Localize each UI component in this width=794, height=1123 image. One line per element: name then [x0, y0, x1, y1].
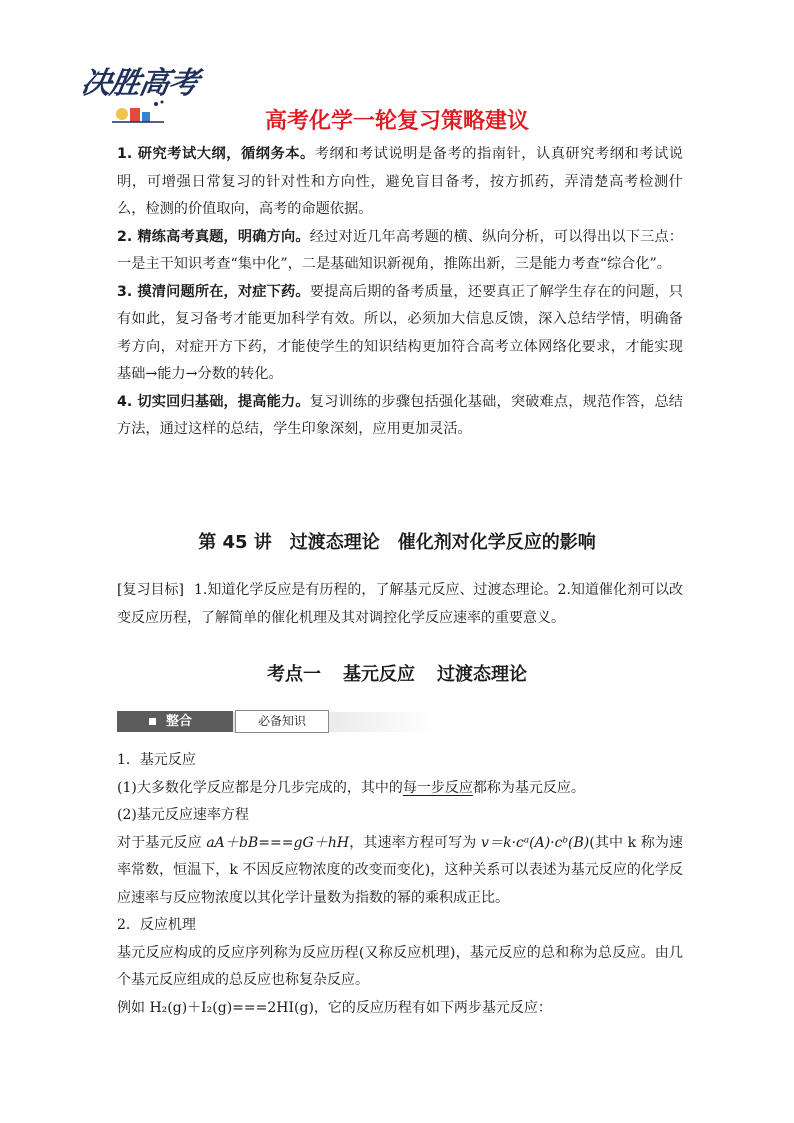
lecture-heading [0, 528, 794, 554]
tip-text: 要提高后期的备考质量，还要真正了解学生存在的问题，只有如此，复习备考才能更加科学有效。所以，必须加大信息反馈，深入总结学情，明确备考方向，对症开方下药，才能使学生的知识结构更加符合高考立体网络化要求，才能实现基础→能力→分数的转化。 [117, 283, 683, 382]
tip-text: 复习训练的步骤包括强化基础，突破难点，规范作答，总结方法，通过这样的总结，学生印象深刻，应用更加灵活。 [117, 393, 683, 437]
banner-main-label: 整合 [166, 714, 193, 729]
paragraph [117, 775, 683, 803]
paragraph [117, 830, 683, 913]
point-label: 考点一 [267, 664, 321, 685]
tip-lead: 1. 研究考试大纲，循纲务本。 [117, 146, 315, 162]
point-topic: 基元反应 [343, 664, 415, 685]
text-span: 都称为基元反应。 [472, 779, 585, 796]
tip-item [117, 141, 683, 224]
banner-main [117, 711, 233, 732]
paragraph: 例如 H₂(g)＋I₂(g)===2HI(g)，它的反应历程有如下两步基元反应： [117, 999, 552, 1016]
review-goal [117, 577, 683, 632]
section-banner [117, 709, 433, 735]
page-title: 高考化学一轮复习策略建议 [264, 109, 529, 134]
section-heading: 1．基元反应 [117, 752, 196, 768]
paragraph: 基元反应构成的反应序列称为反应历程(又称反应机理)，基元反应的总和称为总反应。由几个基元反应组成的总反应也称复杂反应。 [117, 944, 683, 988]
lecture-topic: 过渡态理论 [289, 532, 380, 553]
text-span: (1)大多数化学反应都是分几步完成的，其中的 [117, 779, 403, 796]
paragraph: (2)基元反应速率方程 [117, 807, 249, 823]
point-heading [0, 660, 794, 686]
tip-lead: 3. 摸清问题所在，对症下药。 [117, 283, 310, 300]
tip-lead: 4. 切实回归基础，提高能力。 [117, 393, 310, 410]
goal-tag: [复习目标] [117, 582, 184, 598]
text-span: 对于基元反应 [117, 834, 207, 851]
lecture-subtopic: 催化剂对化学反应的影响 [397, 532, 596, 553]
banner-tab: 必备知识 [235, 710, 329, 733]
logo-text: 决胜高考 [78, 66, 201, 101]
content-body [117, 747, 683, 1022]
lecture-number: 第 45 讲 [198, 532, 272, 553]
underlined-text: 每一步反应 [402, 779, 473, 796]
tip-text: 考纲和考试说明是备考的指南针，认真研究考纲和考试说明，可增强日常复习的针对性和方向性，避免盲目备考，按方抓药，弄清楚高考检测什么，检测的价值取向，高考的命题依据。 [117, 146, 683, 217]
text-span: (其中 k 称为速率常数，恒温下，k 不因反应物浓度的改变而变化)，这种关系可以表述为基元反应的化学反应速率与反应物浓度以其化学计量数为指数的幂的乘积成正比。 [117, 834, 683, 906]
square-icon [149, 718, 156, 725]
tip-lead: 2. 精练高考真题，明确方向。 [117, 228, 310, 245]
rate-equation: v＝k·cᵃ(A)·cᵇ(B) [480, 834, 590, 851]
point-subtopic: 过渡态理论 [437, 664, 527, 685]
strategy-tips [117, 141, 683, 444]
section-heading: 2．反应机理 [117, 917, 196, 933]
tip-item [117, 279, 683, 389]
tip-item [117, 389, 683, 444]
tip-item [117, 224, 683, 279]
tip-text: 经过对近几年高考题的横、纵向分析，可以得出以下三点：一是主干知识考查“集中化”，二是基础知识新视角，推陈出新，三是能力考查“综合化”。 [117, 228, 683, 272]
reaction-equation: aA＋bB===gG＋hH [206, 834, 350, 851]
text-span: ，其速率方程可写为 [349, 834, 481, 851]
goal-text: 1.知道化学反应是有历程的，了解基元反应、过渡态理论。2.知道催化剂可以改变反应历程，了解简单的催化机理及其对调控化学反应速率的重要意义。 [117, 582, 683, 626]
